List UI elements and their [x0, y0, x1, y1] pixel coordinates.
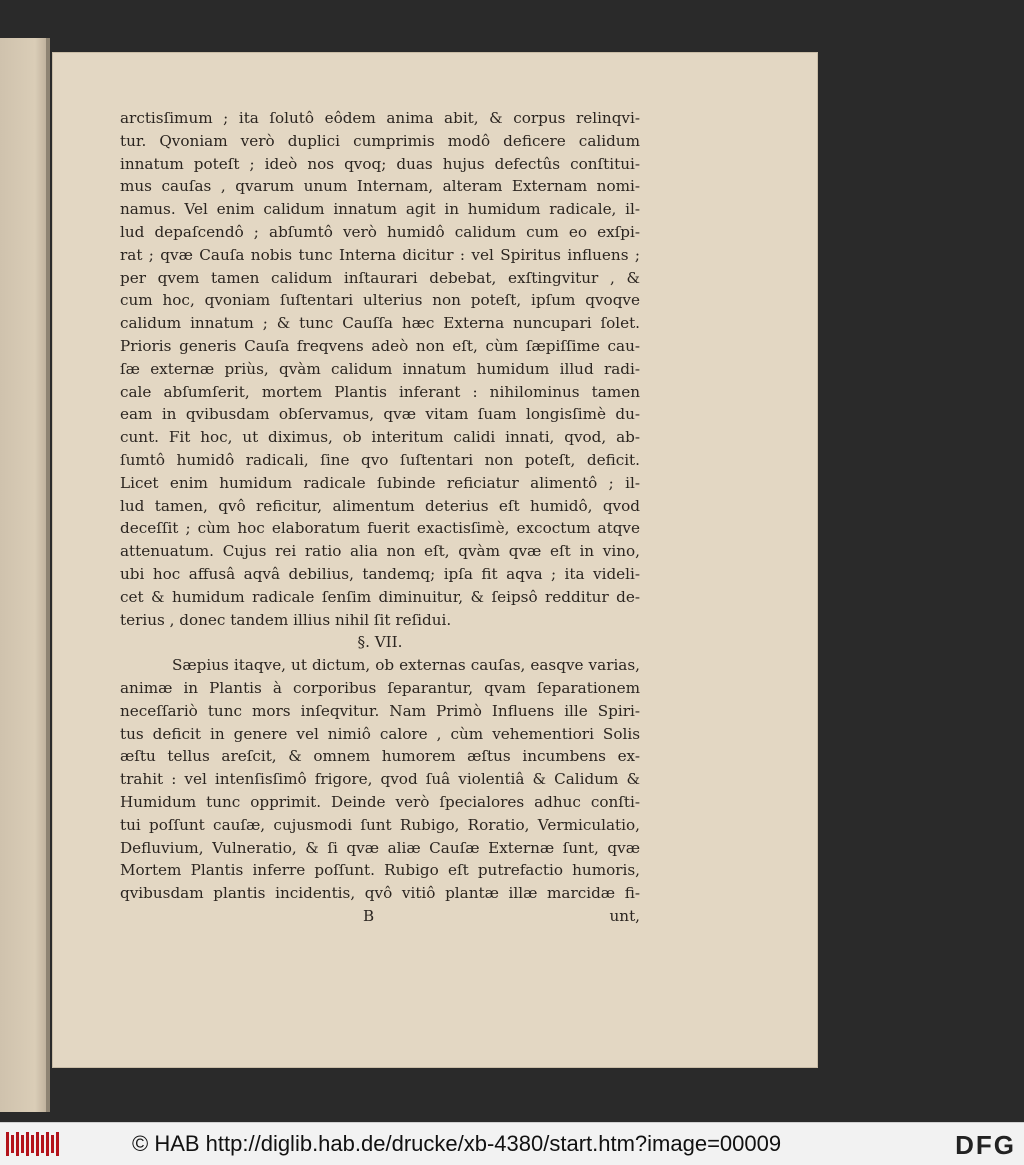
text-line: Sæpius itaqve, ut dictum, ob externas cauſas, easqve varias, [172, 656, 640, 675]
copyright-link[interactable]: © HAB http://diglib.hab.de/drucke/xb-4380/start.htm?image=00009 [132, 1131, 782, 1156]
text-line: lud depaſcendô ; abſumtô verò humidô calidum cum eo exſpi- [120, 222, 640, 241]
paragraph-block-2 [120, 654, 640, 905]
text-line: deceſſit ; cùm hoc elaboratum fuerit exactisſimè, excoctum atqve [120, 519, 640, 538]
text-line: animæ in Plantis à corporibus ſeparantur, qvam ſeparationem [120, 678, 640, 697]
text-line: terius , donec tandem illius nihil ſit reſidui. [120, 610, 452, 629]
catchword: unt, [609, 906, 640, 925]
text-line: ſumtô humidô radicali, ſine qvo ſuſtentari non poteſt, deficit. [120, 450, 640, 469]
dfg-logo: DFG [955, 1130, 1016, 1160]
text-line: trahit : vel intenſisſimô frigore, qvod ſuâ violentiâ & Calidum & [120, 770, 640, 789]
text-line: cum hoc, qvoniam ſuſtentari ulterius non poteſt, ipſum qvoqve [120, 291, 640, 310]
text-line: Mortem Plantis inferre poſſunt. Rubigo eſt putrefactio humoris, [120, 861, 640, 880]
text-line: ubi hoc affusâ aqvâ debilius, tandemq; ipſa fit aqva ; ita videli- [120, 564, 640, 583]
text-line: cale abſumſerit, mortem Plantis inferant : nihilominus tamen [120, 382, 640, 401]
text-line: arctisſimum ; ita ſolutô eôdem anima abit, & corpus relinqvi- [120, 109, 640, 127]
text-line: tus deficit in genere vel nimiô calore , cùm vehementiori Solis [120, 724, 640, 743]
text-line: Humidum tunc opprimit. Deinde verò ſpecialores adhuc conſti- [120, 792, 640, 811]
text-line: tui poſſunt cauſæ, cujusmodi ſunt Rubigo, Roratio, Vermiculatio, [120, 815, 640, 834]
text-line: eam in qvibusdam obſervamus, qvæ vitam ſuam longisſimè du- [120, 405, 640, 424]
text-line: Licet enim humidum radicale ſubinde reficiatur alimentô ; il- [120, 473, 640, 492]
text-line: Defluvium, Vulneratio, & ſi qvæ aliæ Cauſæ Externæ ſunt, qvæ [120, 838, 640, 857]
signature-mark: B [363, 906, 375, 925]
hab-logo-icon [6, 1132, 59, 1156]
text-line: cunt. Fit hoc, ut diximus, ob interitum calidi innati, qvod, ab- [120, 428, 640, 447]
text-line: qvibusdam plantis incidentis, qvô vitiô plantæ illæ marcidæ fi- [120, 884, 640, 903]
previous-page-edge [0, 38, 50, 1112]
text-line: rat ; qvæ Cauſa nobis tunc Interna dicitur : vel Spiritus influens ; [120, 245, 640, 264]
text-line: ſæ externæ priùs, qvàm calidum innatum humidum illud radi- [120, 359, 640, 378]
text-line: neceſſariò tunc mors inſeqvitur. Nam Primò Influens ille Spiri- [120, 701, 640, 720]
text-line: mus cauſas , qvarum unum Internam, alteram Externam nomi- [120, 177, 640, 196]
page-text [120, 107, 640, 928]
text-line: æſtu tellus areſcit, & omnem humorem æſtus incumbens ex- [120, 747, 640, 766]
text-line: lud tamen, qvô reficitur, alimentum deterius eſt humidô, qvod [120, 496, 640, 515]
text-line: Prioris generis Cauſa freqvens adeò non eſt, cùm ſæpiſſime cau- [120, 336, 640, 355]
text-line: per qvem tamen calidum inſtaurari debebat, exſtingvitur , & [120, 268, 640, 287]
text-line: cet & humidum radicale ſenſim diminuitur, & ſeipsô redditur de- [120, 587, 640, 606]
section-heading: §. VII. [357, 633, 403, 652]
text-line: innatum poteſt ; ideò nos qvoq; duas hujus defectûs conſtitui- [120, 154, 640, 173]
text-line: attenuatum. Cujus rei ratio alia non eſt, qvàm qvæ eſt in vino, [120, 542, 640, 561]
paragraph-block-1 [120, 107, 640, 631]
page-foot [120, 905, 640, 928]
text-line: calidum innatum ; & tunc Cauſſa hæc Externa nuncupari ſolet. [120, 314, 640, 333]
text-line: namus. Vel enim calidum innatum agit in humidum radicale, il- [120, 200, 640, 219]
text-line: tur. Qvoniam verò duplici cumprimis modô deficere calidum [120, 131, 640, 150]
footer-bar [0, 1122, 1024, 1165]
